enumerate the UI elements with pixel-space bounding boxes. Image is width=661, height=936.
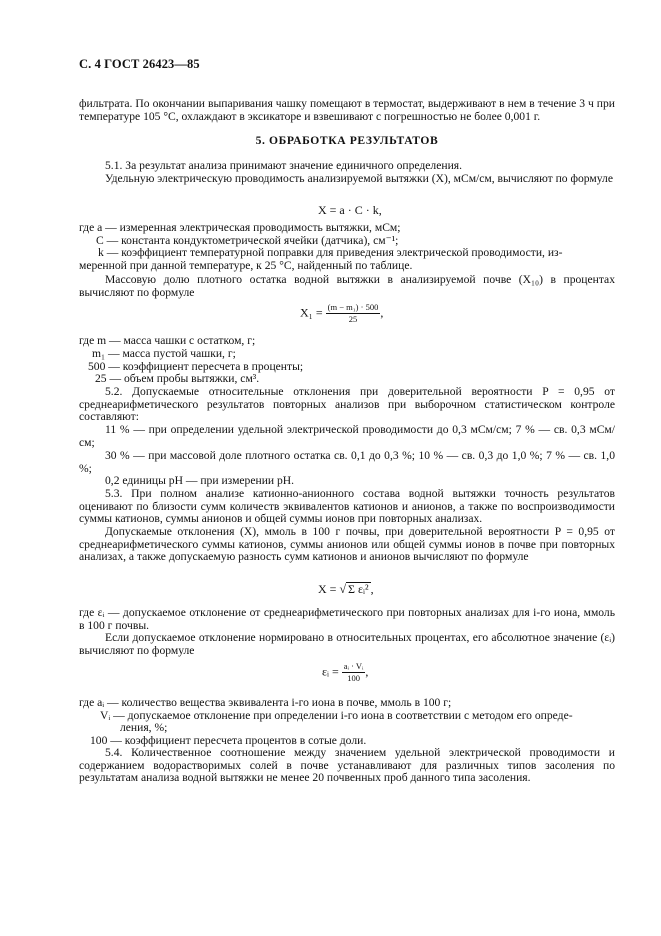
legend-vi: Vᵢ — допускаемое отклонение при определении i-го иона в соответствии с методом его опреде- [100, 709, 573, 722]
legend-k: k — коэффициент температурной поправки для приведения электрической проводимости, из- [98, 246, 563, 259]
legend-m1: m₁ — масса пустой чашки, г; [92, 347, 236, 360]
formula-deviation-tail: , [370, 582, 374, 596]
paragraph-deviations: Допускаемые отклонения (X), ммоль в 100 г почвы, при доверительной вероятности P = 0,95 от среднеарифметического суммы катионов, суммы анионов или общей суммы ионов в почве при повторных анализах, а также допускаемую разность сумм катионов и анионов вычисляют по формуле [79, 525, 615, 564]
section-title: 5. ОБРАБОТКА РЕЗУЛЬТАТОВ [255, 134, 439, 147]
formula-residue-lhs: X₁ = [300, 305, 323, 320]
paragraph-5-2-residue: 30 % — при массовой доле плотного остатка св. 0,1 до 0,3 %; 10 % — св. 0,3 до 1,0 %; 7 % — св. 1,0 %; [79, 449, 615, 475]
legend-epsilon: где εᵢ — допускаемое отклонение от среднеарифметического при повторных анализах для i-го иона, ммоль в 100 г почвы. [79, 606, 615, 632]
legend-25: 25 — объем пробы вытяжки, см³. [95, 372, 260, 385]
paragraph-5-4: 5.4. Количественное соотношение между значением удельной электрической проводимости и содержанием водорастворимых солей в почве устанавливают для различных типов засоления по результатам анализа водной вытяжки не менее 20 почвенных проб данного типа засоления. [79, 746, 615, 785]
formula-epsilon [322, 661, 368, 684]
formula-residue-denominator: 25 [348, 314, 358, 324]
paragraph-filtrate: фильтрата. По окончании выпаривания чашку помещают в термостат, выдерживают в нем в течение 3 ч при температуре 105 °С, охлаждают в эксикаторе и взвешивают с погрешностью не более 0,001 г. [79, 97, 615, 123]
formula-conductivity: X = a · C · k, [318, 203, 382, 217]
page-header: С. 4 ГОСТ 26423—85 [79, 57, 200, 71]
legend-ai: где aᵢ — количество вещества эквивалента i-го иона в почве, ммоль в 100 г; [79, 696, 452, 709]
formula-epsilon-numerator: aᵢ · Vᵢ [343, 661, 364, 671]
paragraph-5-3: 5.3. При полном анализе катионно-анионного состава водной вытяжки точность результатов оценивают по близости сумм количеств эквивалентов катионов и анионов, а также по воспроизводимости суммы катионов, суммы анионов и общей суммы ионов при повторных анализах. [79, 487, 615, 526]
legend-m: где m — масса чашки с остатком, г; [79, 334, 256, 347]
formula-residue-fraction [326, 302, 384, 325]
legend-100: 100 — коэффициент пересчета процентов в сотые доли. [90, 734, 367, 747]
formula-epsilon-denominator: 100 [347, 673, 360, 683]
formula-residue [300, 302, 383, 325]
paragraph-5-2-ph: 0,2 единицы pH — при измерении pH. [105, 474, 295, 487]
legend-k-cont: меренной при данной температуре, к 25 °С, найденный по таблице. [79, 259, 413, 272]
paragraph-5-2: 5.2. Допускаемые относительные отклонения при доверительной вероятности P = 0,95 от среднеарифметического результатов повторных анализов при выборочном статистическом контроле составляют: [79, 385, 615, 424]
paragraph-5-2-conductivity: 11 % — при определении удельной электрической проводимости до 0,3 мСм/см; 7 % — св. 0,3 мСм/см; [79, 423, 615, 449]
formula-residue-numerator: (m − m₁) · 500 [327, 302, 379, 312]
legend-500: 500 — коэффициент пересчета в проценты; [88, 360, 304, 373]
formula-epsilon-lhs: εᵢ = [322, 664, 339, 679]
paragraph-5-1: 5.1. За результат анализа принимают значение единичного определения. [105, 159, 463, 172]
paragraph-conductivity: Удельную электрическую проводимость анализируемой вытяжки (X), мСм/см, вычисляют по формуле [105, 172, 613, 185]
formula-epsilon-tail: , [365, 664, 369, 679]
formula-deviation-radicand: Σ εᵢ² [348, 582, 369, 596]
formula-epsilon-fraction [342, 661, 369, 684]
legend-a: где a — измеренная электрическая проводимость вытяжки, мСм; [79, 221, 401, 234]
legend-vi-cont: ления, %; [120, 721, 168, 734]
formula-deviation-lhs: X = [318, 582, 337, 596]
formula-deviation [318, 582, 374, 597]
formula-residue-tail: , [380, 305, 384, 320]
paragraph-absolute: Если допускаемое отклонение нормировано в относительных процентах, его абсолютное значение (εᵢ) вычисляют по формуле [79, 631, 615, 657]
paragraph-mass-fraction: Массовую долю плотного остатка водной вытяжки в анализируемой почве (X₁₀) в процентах вычисляют по формуле [79, 273, 615, 299]
sqrt-symbol: √ [339, 582, 347, 596]
legend-c: C — константа кондуктометрической ячейки (датчика), см⁻¹; [96, 234, 399, 247]
